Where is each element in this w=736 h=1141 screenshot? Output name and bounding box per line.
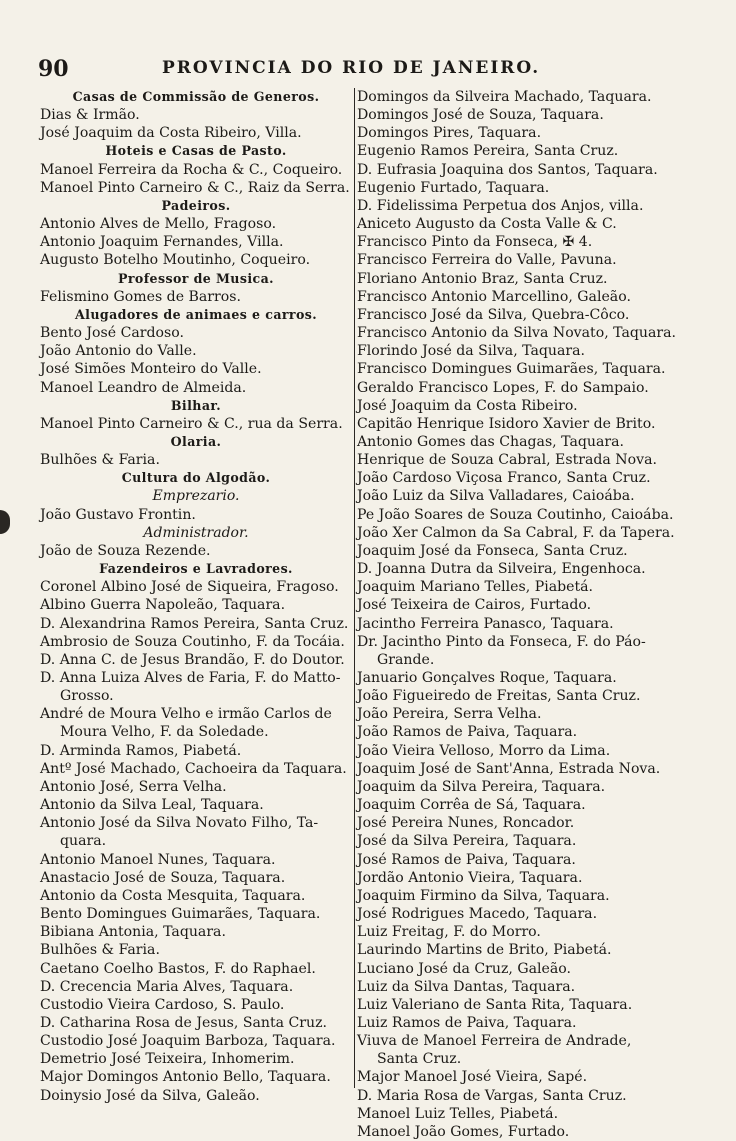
directory-entry: Eugenio Ramos Pereira, Santa Cruz.	[357, 143, 619, 160]
directory-entry: Custodio Vieira Cardoso, S. Paulo.	[40, 996, 285, 1013]
directory-entry: Major Manoel José Vieira, Sapé.	[357, 1069, 588, 1086]
directory-entry: D. Alexandrina Ramos Pereira, Santa Cruz.	[40, 615, 349, 632]
directory-entry: José Joaquim da Costa Ribeiro.	[357, 397, 578, 414]
directory-entry: Henrique de Souza Cabral, Estrada Nova.	[357, 452, 657, 469]
directory-entry: Capitão Henrique Isidoro Xavier de Brito.	[357, 415, 656, 432]
section-heading: Cultura do Algodão.	[121, 470, 271, 486]
directory-entry: Doinysio José da Silva, Galeão.	[40, 1087, 260, 1104]
directory-entry: Antonio José, Serra Velha.	[40, 778, 227, 795]
directory-entry: Geraldo Francisco Lopes, F. do Sampaio.	[357, 379, 649, 396]
directory-entry: Manoel Pinto Carneiro & C., rua da Serra.	[40, 415, 343, 432]
directory-entry: Jordão Antonio Vieira, Taquara.	[357, 869, 583, 886]
directory-entry: Manoel Leandro de Almeida.	[40, 379, 247, 396]
right-column	[357, 88, 679, 1141]
directory-entry: D. Anna Luiza Alves de Faria, F. do Matto-	[40, 670, 341, 686]
section-heading: Hoteis e Casas de Pasto.	[105, 143, 287, 159]
directory-entry: Manoel João Gomes, Furtado.	[357, 1123, 570, 1140]
directory-entry: André de Moura Velho e irmão Carlos de	[40, 706, 332, 723]
section-heading: Bilhar.	[170, 397, 222, 413]
directory-entry: Manoel Luiz Telles, Piabetá.	[357, 1105, 559, 1122]
directory-entry: Florindo José da Silva, Taquara.	[357, 343, 585, 360]
directory-entry: D. Anna C. de Jesus Brandão, F. do Doutor.	[40, 651, 345, 668]
directory-entry: José Teixeira de Cairos, Furtado.	[357, 597, 592, 614]
directory-entry: Joaquim Mariano Telles, Piabetá.	[357, 579, 594, 596]
directory-entry: Bento Domingues Guimarães, Taquara.	[40, 906, 321, 923]
directory-entry: Joaquim Firmino da Silva, Taquara.	[357, 887, 610, 904]
directory-entry: Custodio José Joaquim Barboza, Taquara.	[40, 1033, 336, 1050]
directory-entry: João Pereira, Serra Velha.	[357, 706, 542, 723]
directory-entry: D. Fidelissima Perpetua dos Anjos, villa.	[357, 197, 644, 214]
directory-entry: Dr. Jacintho Pinto da Fonseca, F. do Páo-	[357, 633, 646, 650]
directory-entry: D. Maria Rosa de Vargas, Santa Cruz.	[357, 1087, 627, 1104]
directory-entry: Francisco Ferreira do Valle, Pavuna.	[357, 252, 617, 269]
column-divider	[354, 88, 355, 1088]
directory-entry: José da Silva Pereira, Taquara.	[357, 833, 577, 850]
directory-entry: Bento José Cardoso.	[40, 325, 184, 342]
directory-entry: José Pereira Nunes, Roncador.	[357, 815, 575, 832]
directory-entry: João Antonio do Valle.	[40, 343, 197, 360]
directory-entry: João Xer Calmon da Sa Cabral, F. da Tapera.	[357, 524, 675, 541]
directory-entry: D. Crecencia Maria Alves, Taquara.	[40, 978, 294, 995]
page-number: 90	[38, 56, 69, 82]
directory-entry: João Vieira Velloso, Morro da Lima.	[357, 742, 611, 759]
directory-entry: Francisco José da Silva, Quebra-Côco.	[357, 306, 630, 323]
section-heading: Alugadores de animaes e carros.	[74, 306, 318, 322]
directory-entry: João Luiz da Silva Valladares, Caioába.	[357, 488, 635, 505]
directory-entry: Domingos da Silveira Machado, Taquara.	[357, 89, 652, 105]
directory-entry: D. Eufrasia Joaquina dos Santos, Taquara.	[357, 161, 658, 178]
directory-entry: Antonio da Costa Mesquita, Taquara.	[40, 887, 306, 904]
entry-continuation: Grande.	[377, 651, 435, 668]
directory-entry: Floriano Antonio Braz, Santa Cruz.	[357, 270, 608, 287]
directory-entry: Francisco Pinto da Fonseca, ✠ 4.	[357, 234, 593, 251]
directory-entry: Antonio Alves de Mello, Fragoso.	[40, 216, 277, 233]
directory-entry: José Rodrigues Macedo, Taquara.	[357, 906, 598, 923]
directory-entry: Francisco Antonio Marcellino, Galeão.	[357, 288, 631, 305]
directory-entry: Francisco Domingues Guimarães, Taquara.	[357, 361, 666, 378]
directory-entry: João Gustavo Frontin.	[40, 506, 196, 523]
directory-entry: Demetrio José Teixeira, Inhomerim.	[40, 1051, 295, 1068]
directory-entry: Felismino Gomes de Barros.	[40, 288, 241, 305]
margin-ink-mark	[0, 510, 10, 534]
directory-entry: Luiz Freitag, F. do Morro.	[357, 924, 541, 941]
directory-entry: Caetano Coelho Bastos, F. do Raphael.	[40, 960, 316, 977]
directory-entry: D. Joanna Dutra da Silveira, Engenhoca.	[357, 561, 646, 578]
directory-entry: Laurindo Martins de Brito, Piabetá.	[357, 942, 612, 959]
directory-entry: Joaquim José da Fonseca, Santa Cruz.	[357, 542, 628, 559]
section-heading: Fazendeiros e Lavradores.	[99, 561, 293, 577]
section-heading: Professor de Musica.	[118, 270, 274, 286]
directory-entry: João de Souza Rezende.	[40, 542, 211, 559]
directory-entry: Viuva de Manoel Ferreira de Andrade,	[357, 1033, 632, 1050]
left-column	[40, 88, 352, 1105]
directory-entry: Joaquim da Silva Pereira, Taquara.	[357, 778, 606, 795]
directory-entry: Joaquim José de Sant'Anna, Estrada Nova.	[357, 760, 661, 777]
directory-entry: Luiz Ramos de Paiva, Taquara.	[357, 1014, 577, 1031]
directory-entry: Aniceto Augusto da Costa Valle & C.	[357, 216, 617, 233]
directory-entry: Major Domingos Antonio Bello, Taquara.	[40, 1069, 331, 1086]
directory-entry: Dias & Irmão.	[40, 107, 140, 124]
directory-entry: Manoel Ferreira da Rocha & C., Coqueiro.	[40, 161, 343, 178]
directory-entry: Jacintho Ferreira Panasco, Taquara.	[357, 615, 614, 632]
directory-entry: Domingos José de Souza, Taquara.	[357, 107, 604, 124]
directory-entry: Antonio da Silva Leal, Taquara.	[40, 797, 264, 814]
directory-entry: José Ramos de Paiva, Taquara.	[357, 851, 576, 868]
directory-entry: João Ramos de Paiva, Taquara.	[357, 724, 578, 741]
directory-entry: D. Catharina Rosa de Jesus, Santa Cruz.	[40, 1014, 328, 1031]
directory-entry: João Cardoso Viçosa Franco, Santa Cruz.	[357, 470, 651, 487]
directory-entry: Luciano José da Cruz, Galeão.	[357, 960, 571, 977]
directory-entry: Coronel Albino José de Siqueira, Fragoso.	[40, 579, 339, 596]
directory-entry: Bulhões & Faria.	[40, 942, 160, 959]
directory-entry: Antonio Manoel Nunes, Taquara.	[40, 851, 276, 868]
section-subheading: Administrador.	[143, 524, 249, 541]
directory-entry: Augusto Botelho Moutinho, Coqueiro.	[40, 252, 311, 269]
directory-entry: D. Arminda Ramos, Piabetá.	[40, 742, 242, 759]
section-heading: Casas de Commissão de Generos.	[72, 89, 320, 104]
directory-entry: Januario Gonçalves Roque, Taquara.	[357, 670, 617, 686]
section-heading: Padeiros.	[161, 197, 231, 213]
directory-entry: Domingos Pires, Taquara.	[357, 125, 542, 142]
directory-entry: Antonio Gomes das Chagas, Taquara.	[357, 433, 624, 450]
directory-entry: Antonio Joaquim Fernandes, Villa.	[40, 234, 284, 251]
entry-continuation: quara.	[60, 833, 107, 850]
entry-continuation: Moura Velho, F. da Soledade.	[60, 724, 269, 741]
directory-entry: Pe João Soares de Souza Coutinho, Caioába.	[357, 506, 674, 523]
directory-entry: Anastacio José de Souza, Taquara.	[40, 869, 286, 886]
directory-entry: Antº José Machado, Cachoeira da Taquara.	[40, 760, 347, 777]
directory-entry: Bibiana Antonia, Taquara.	[40, 924, 226, 941]
directory-entry: Manoel Pinto Carneiro & C., Raiz da Serra.	[40, 179, 350, 196]
directory-entry: Joaquim Corrêa de Sá, Taquara.	[357, 797, 586, 814]
section-heading: Olaria.	[170, 433, 222, 449]
directory-entry: Ambrosio de Souza Coutinho, F. da Tocáia.	[40, 633, 345, 650]
directory-entry: Albino Guerra Napoleão, Taquara.	[40, 597, 286, 614]
directory-entry: Francisco Antonio da Silva Novato, Taquara.	[357, 325, 676, 342]
section-subheading: Emprezario.	[152, 488, 240, 505]
directory-entry: Bulhões & Faria.	[40, 452, 160, 469]
page-title: PROVINCIA DO RIO DE JANEIRO.	[162, 58, 541, 78]
directory-entry: João Figueiredo de Freitas, Santa Cruz.	[357, 688, 641, 705]
directory-entry: José Joaquim da Costa Ribeiro, Villa.	[40, 125, 302, 142]
directory-entry: Luiz da Silva Dantas, Taquara.	[357, 978, 576, 995]
directory-entry: Luiz Valeriano de Santa Rita, Taquara.	[357, 996, 633, 1013]
directory-entry: Eugenio Furtado, Taquara.	[357, 179, 550, 196]
entry-continuation: Santa Cruz.	[377, 1051, 462, 1068]
entry-continuation: Grosso.	[60, 688, 114, 705]
directory-entry: José Simões Monteiro do Valle.	[40, 361, 262, 378]
directory-entry: Antonio José da Silva Novato Filho, Ta-	[40, 815, 319, 832]
